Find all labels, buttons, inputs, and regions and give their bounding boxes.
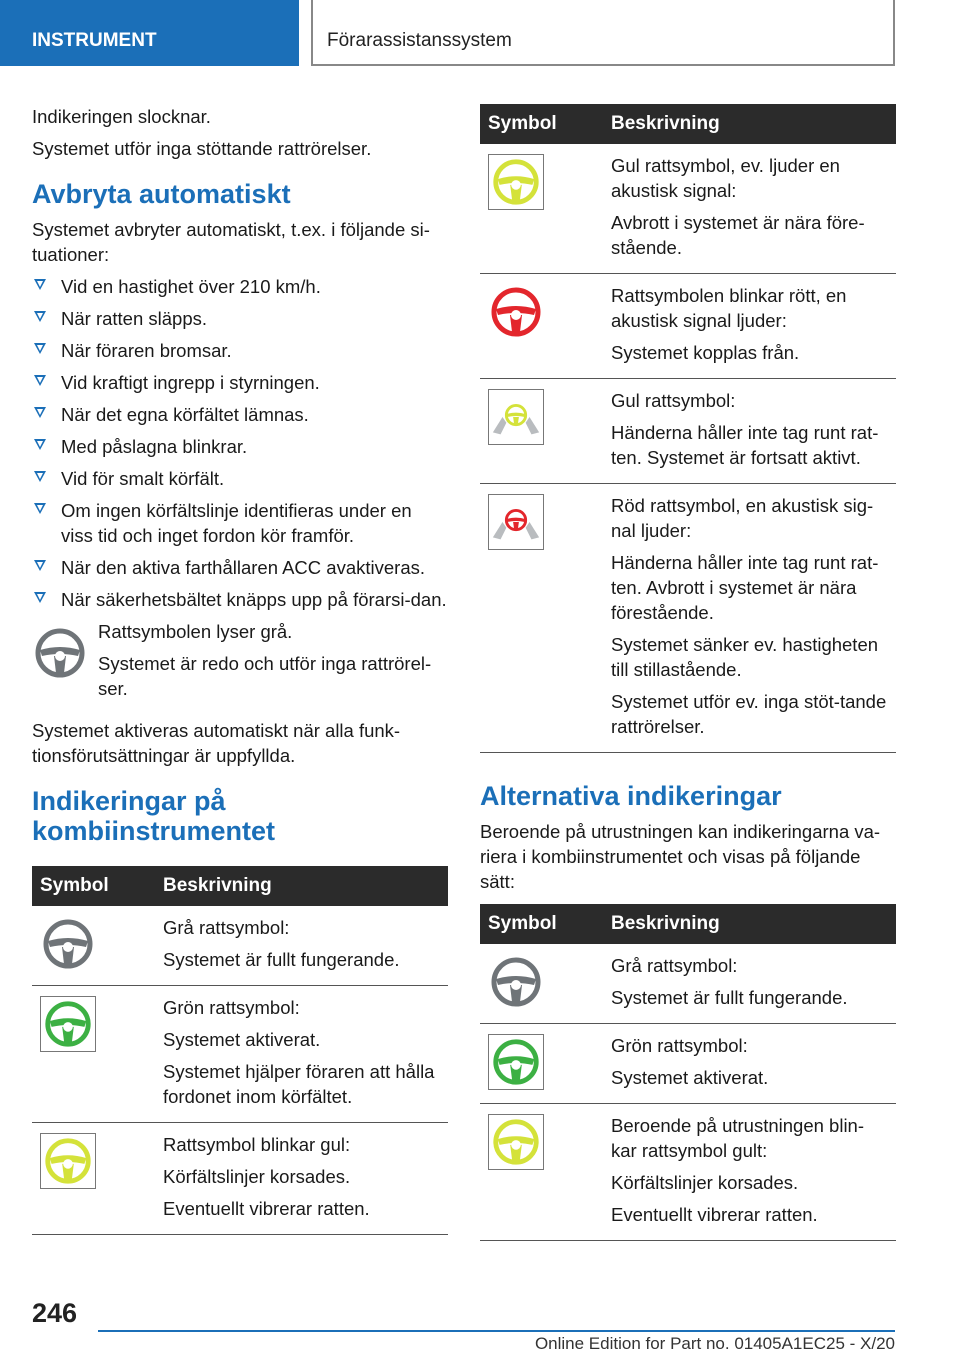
red-hands-on-wheel-icon [480, 484, 603, 753]
table-row [480, 379, 896, 484]
alternativa-text: Beroende på utrustningen kan indikeringarna va-riera i kombiinstrumentet och visas på följande sätt: [480, 821, 881, 892]
list-item: Vid för smalt körfält. [32, 466, 448, 491]
column-header: Beskrivning [155, 866, 448, 906]
indicator-table [32, 866, 448, 1235]
table-row [480, 1024, 896, 1104]
note-line: Systemet är redo och utför inga rattrörel-ser. [98, 653, 432, 699]
red-steering-wheel-icon [480, 274, 603, 379]
alternative-indicator-table [480, 904, 896, 1241]
table-row [32, 1123, 448, 1235]
bullet-triangle-icon [34, 592, 46, 603]
edition-link[interactable]: Online Edition for Part no. 01405A1EC25 - X/20 [534, 1334, 895, 1353]
list-item: Vid en hastighet över 210 km/h. [32, 274, 448, 299]
list-item: När föraren bromsar. [32, 338, 448, 363]
avbryta-text: Systemet avbryter automatiskt, t.ex. i följande si-tuationer: [32, 219, 430, 265]
description-line: Systemet hjälper föraren att hålla fordonet inom körfältet. [163, 1061, 435, 1107]
grey-steering-wheel-icon [32, 906, 155, 986]
description-line: Gul rattsymbol, ev. ljuder en akustisk signal: [611, 155, 840, 201]
bullet-triangle-icon [34, 343, 46, 354]
description-line: Rattsymbol blinkar gul: [163, 1134, 351, 1155]
section-tab: INSTRUMENT [0, 0, 299, 66]
description-line: Körfältslinjer korsades. [163, 1166, 351, 1187]
bullet-triangle-icon [34, 407, 46, 418]
green-steering-wheel-icon [480, 1024, 603, 1104]
bullet-triangle-icon [34, 503, 46, 514]
heading-indikeringar: Indikeringar på kombiinstrumentet [32, 786, 276, 846]
description-line: Beroende på utrustningen blin-kar rattsymbol gult: [611, 1115, 865, 1161]
description-line: Systemet sänker ev. hastigheten till stillastående. [611, 634, 879, 680]
list-item: När den aktiva farthållaren ACC avaktiveras. [32, 555, 448, 580]
bullet-triangle-icon [34, 279, 46, 290]
column-header: Symbol [32, 866, 155, 906]
column-header: Symbol [480, 904, 603, 944]
page-header [0, 0, 960, 66]
description-line: Eventuellt vibrerar ratten. [163, 1198, 370, 1219]
description-line: Körfältslinjer korsades. [611, 1172, 799, 1193]
grey-steering-wheel-icon [480, 944, 603, 1024]
table-row [32, 906, 448, 986]
left-column [32, 104, 448, 1235]
column-header: Beskrivning [603, 904, 896, 944]
heading-alternativa: Alternativa indikeringar [480, 781, 782, 811]
table-header-row [480, 904, 896, 944]
table-header-row [480, 104, 896, 144]
bullet-triangle-icon [34, 439, 46, 450]
description-line: Händerna håller inte tag runt rat-ten. Avbrott i systemet är nära förestående. [611, 552, 879, 623]
list-item: När säkerhetsbältet knäpps upp på förarsi-dan. [32, 587, 448, 612]
description-line: Avbrott i systemet är nära före-stående. [611, 212, 865, 258]
table-row [480, 144, 896, 274]
bullet-triangle-icon [34, 375, 46, 386]
table-row [32, 986, 448, 1123]
list-item: Om ingen körfältslinje identifieras under en viss tid och inget fordon kör framför. [32, 498, 448, 548]
description-line: Gul rattsymbol: [611, 390, 736, 411]
description-line: Systemet aktiverat. [163, 1029, 321, 1050]
yellow-hands-on-wheel-icon [480, 379, 603, 484]
description-line: Systemet är fullt fungerande. [163, 949, 400, 970]
description-line: Systemet är fullt fungerande. [611, 987, 848, 1008]
footer-divider [98, 1330, 895, 1332]
yellow-steering-wheel-icon [480, 144, 603, 274]
intro-line: Indikeringen slocknar. [32, 106, 211, 127]
list-item: Med påslagna blinkrar. [32, 434, 448, 459]
table-row [480, 1104, 896, 1241]
list-item: När det egna körfältet lämnas. [32, 402, 448, 427]
table-header-row [32, 866, 448, 906]
right-column [480, 104, 896, 1241]
page-number: 246 [32, 1298, 78, 1328]
note-line: Rattsymbolen lyser grå. [98, 621, 293, 642]
chapter-title: Förarassistanssystem [311, 0, 895, 66]
indicator-table [480, 104, 896, 753]
description-line: Systemet kopplas från. [611, 342, 800, 363]
description-line: Rattsymbolen blinkar rött, en akustisk signal ljuder: [611, 285, 847, 331]
yellow-steering-wheel-icon [480, 1104, 603, 1241]
green-steering-wheel-icon [32, 986, 155, 1123]
grey-steering-wheel-icon [32, 619, 98, 708]
description-line: Grön rattsymbol: [163, 997, 300, 1018]
ready-note [32, 619, 448, 708]
list-item: Vid kraftigt ingrepp i styrningen. [32, 370, 448, 395]
cancel-conditions-list [32, 274, 448, 612]
column-header: Symbol [480, 104, 603, 144]
description-line: Eventuellt vibrerar ratten. [611, 1204, 818, 1225]
bullet-triangle-icon [34, 560, 46, 571]
activation-text: Systemet aktiveras automatiskt när alla funk-tionsförutsättningar är uppfyllda. [32, 720, 401, 766]
heading-avbryta: Avbryta automatiskt [32, 179, 291, 209]
bullet-triangle-icon [34, 471, 46, 482]
intro-line: Systemet utför inga stöttande rattrörelser. [32, 138, 372, 159]
description-line: Händerna håller inte tag runt rat-ten. Systemet är fortsatt aktivt. [611, 422, 879, 468]
table-row [480, 274, 896, 379]
table-row [480, 944, 896, 1024]
yellow-steering-wheel-icon [32, 1123, 155, 1235]
list-item: När ratten släpps. [32, 306, 448, 331]
table-row [480, 484, 896, 753]
description-line: Grå rattsymbol: [611, 955, 738, 976]
description-line: Grå rattsymbol: [163, 917, 290, 938]
bullet-triangle-icon [34, 311, 46, 322]
description-line: Grön rattsymbol: [611, 1035, 748, 1056]
description-line: Systemet aktiverat. [611, 1067, 769, 1088]
column-header: Beskrivning [603, 104, 896, 144]
description-line: Systemet utför ev. inga stöt-tande rattrörelser. [611, 691, 887, 737]
description-line: Röd rattsymbol, en akustisk sig-nal ljuder: [611, 495, 874, 541]
